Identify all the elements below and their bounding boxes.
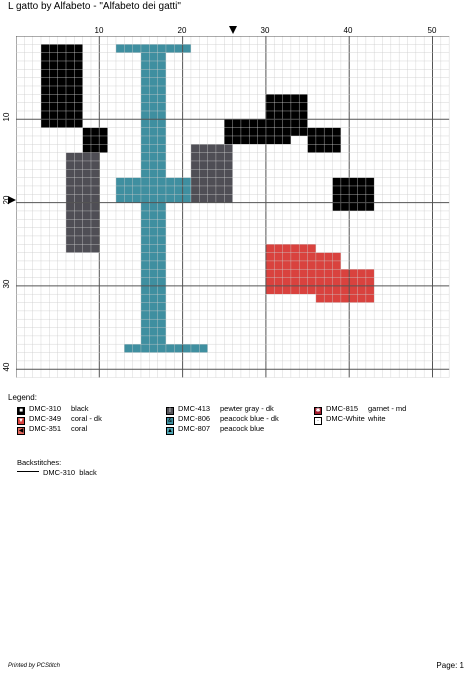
right-cat-grey-fur <box>191 144 233 202</box>
legend-code: DMC-310 <box>29 404 62 413</box>
legend-item <box>314 414 386 425</box>
legend-code: DMC-349 <box>29 414 62 423</box>
backstitch-item <box>17 468 97 477</box>
dot-symbol-icon: · <box>314 417 322 425</box>
y-tick-label: 40 <box>2 362 11 372</box>
page-number: Page: 1 <box>436 661 464 670</box>
asterisk-symbol-icon: ✱ <box>315 408 321 414</box>
bar-symbol-icon: I <box>166 407 174 415</box>
printed-by: Printed by PCStitch <box>8 663 61 669</box>
y-tick-label: 30 <box>2 279 11 289</box>
legend-color-name: peacock blue <box>220 424 265 433</box>
legend-code: DMC-413 <box>178 404 211 413</box>
legend-code: DMC-351 <box>29 424 62 433</box>
legend-code: DMC-806 <box>178 414 211 423</box>
down-triangle-symbol-icon: ▼ <box>18 418 24 424</box>
x-tick-label: 20 <box>177 26 187 35</box>
up-triangle-symbol-icon: ▲ <box>167 428 173 434</box>
x-tick-label: 50 <box>427 26 437 35</box>
legend-code: DMC-815 <box>326 404 359 413</box>
legend-title: Legend: <box>8 393 37 402</box>
y-tick-label: 20 <box>2 195 11 205</box>
backstitch-line-icon <box>17 471 39 472</box>
left-triangle-symbol-icon: ◀ <box>18 428 24 434</box>
x-tick-label: 40 <box>343 26 353 35</box>
legend-color-name: white <box>368 414 386 423</box>
letter-l-top <box>116 44 191 52</box>
legend-color-name: peacock blue - dk <box>220 414 279 423</box>
backstitches-title: Backstitches: <box>17 458 62 467</box>
legend-code: DMC-807 <box>178 424 211 433</box>
cross-stitch-grid <box>16 36 458 378</box>
legend-color-name: pewter gray - dk <box>220 404 274 413</box>
letter-l-knot <box>116 178 191 203</box>
y-tick-label: 10 <box>2 112 11 122</box>
center-marker-left-icon <box>8 196 16 204</box>
right-cat-body <box>224 128 366 353</box>
legend-color-name: coral <box>71 424 88 433</box>
legend-color-name: black <box>71 404 89 413</box>
chart-title: L gatto by Alfabeto - "Alfabeto dei gatti" <box>8 1 181 12</box>
right-cat-ear-fur <box>266 94 308 136</box>
backstitch-code: DMC-310 <box>43 468 76 477</box>
center-marker-top-icon <box>229 26 237 34</box>
square-symbol-icon: ■ <box>17 407 25 415</box>
x-tick-label: 30 <box>260 26 270 35</box>
legend-code: DMC-White <box>326 414 365 423</box>
ampersand-symbol-icon: & <box>167 418 172 424</box>
legend-color-name: coral - dk <box>71 414 102 423</box>
legend-color-name: garnet - md <box>368 404 407 413</box>
x-tick-label: 10 <box>94 26 104 35</box>
bow-knot <box>299 253 341 278</box>
backstitch-color-name: black <box>79 468 97 477</box>
legend-item <box>17 424 87 435</box>
left-cat-fur <box>83 128 108 153</box>
legend-item <box>166 424 264 435</box>
